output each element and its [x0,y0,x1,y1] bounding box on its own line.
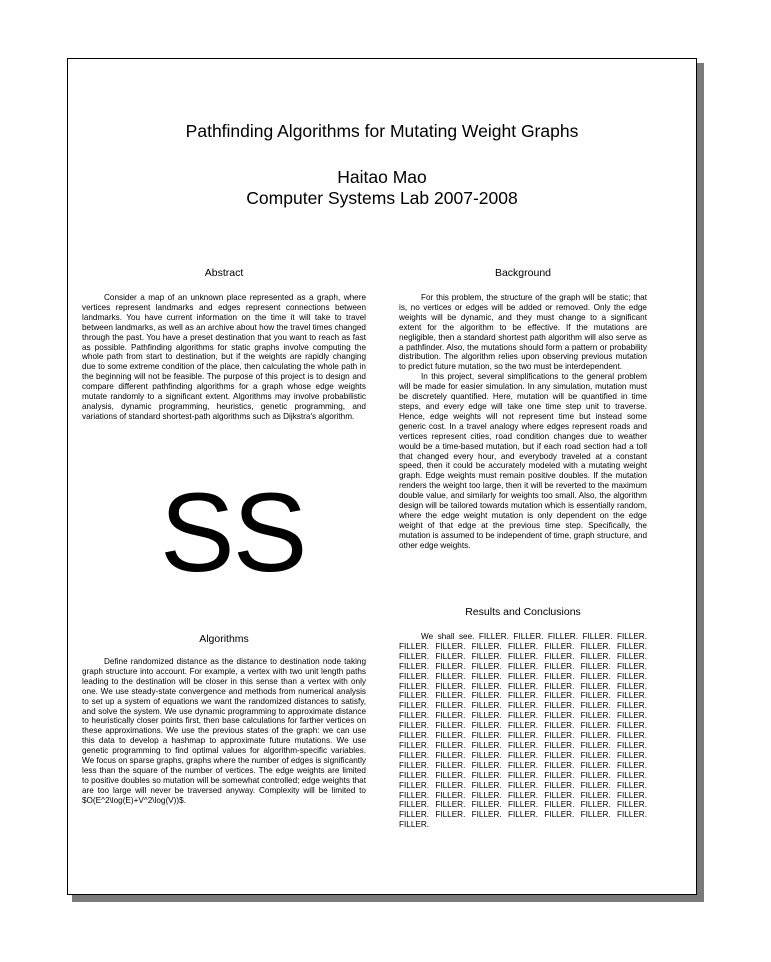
algorithms-paragraph: Define randomized distance as the distance to destination node taking graph structure into account. For example, a vertex with two unit length paths leading to the destination will be closer in this sense than a vertex with only one. We use steady-state convergence and methods from numerical analysis to set up a system of equations we want the randomized distances to satisfy, and solve the system. We use dynamic programming to approximate distance to heuristically closer points first, then base calculations for farther vertices on these approximations. We use the previous states of the graph: we can use this data to develop a hashmap to approximate future mutations. We use genetic programming to find optimal values for algorithm-specific variables. We focus on sparse graphs, graphs where the number of edges is significantly less than the square of the number of vertices. The edge weights are limited to positive doubles so mutation will be somewhat controlled; edge weights that are too large will never be traversed anyway. Complexity will be limited to $O(E^2\log(E)+V^2\log(V))$. [82,657,366,805]
abstract-heading: Abstract [204,267,244,279]
algorithms-heading: Algorithms [199,633,249,645]
abstract-body [82,293,366,422]
background-paragraph-1: For this problem, the structure of the graph will be static; that is, no vertices or edges will be added or removed. Only the edge weights will be dynamic, and they must change to a significant extent for the algorithm to be effective. If the mutations are negligible, then a standard shortest path algorithm will also serve as a pathfinder. Also, the mutations should form a pattern or probability distribution. The algorithm relies upon observing previous mutation to predict future mutation, so the two must be interdependent. [399,293,647,372]
poster-title: Pathfinding Algorithms for Mutating Weight Graphs [185,121,579,141]
background-heading: Background [494,267,552,279]
algorithms-body [82,657,366,806]
poster-page [67,58,697,895]
background-paragraph-2: In this project, several simplifications to the general problem will be made for easier simulation. In any simulation, mutation must be discretely quantified. Here, mutation will be quantified in time steps, and every edge will take one time step unit to traverse. Hence, edge weights will not represent time but instead some generic cost. In a travel analogy where edges represent roads and vertices represent cities, road condition changes due to weather would be a time-based mutation, but if each road section had a toll that changed every hour, and everybody traveled at a constant speed, then it could be accurately modeled with a mutating weight graph. Edge weights must remain positive doubles. If the mutation renders the weight too large, then it will be reverted to the maximum double value, and similarly for weights too small. Also, the algorithm design will be tailored towards mutation which is essentially random, where the edge weight mutation is only dependent on the edge weight of that edge at the previous time step. Specifically, the mutation is assumed to be independent of time, graph structure, and other edge weights. [399,372,647,550]
logo-mark: SS [160,470,306,595]
results-paragraph: We shall see. FILLER. FILLER. FILLER. FILLER. FILLER. FILLER. FILLER. FILLER. FILLER. FILLER. FILLER. FILLER. FILLER. FILLER. FILLER. FILLER. FILLER. FILLER. FILLER. FILLER. FILLER. FILLER. FILLER. FILLER. FILLER. FILLER. FILLER. FILLER. FILLER. FILLER. FILLER. FILLER. FILLER. FILLER. FILLER. FILLER. FILLER. FILLER. FILLER. FILLER. FILLER. FILLER. FILLER. FILLER. FILLER. FILLER. FILLER. FILLER. FILLER. FILLER. FILLER. FILLER. FILLER. FILLER. FILLER. FILLER. FILLER. FILLER. FILLER. FILLER. FILLER. FILLER. FILLER. FILLER. FILLER. FILLER. FILLER. FILLER. FILLER. FILLER. FILLER. FILLER. FILLER. FILLER. FILLER. FILLER. FILLER. FILLER. FILLER. FILLER. FILLER. FILLER. FILLER. FILLER. FILLER. FILLER. FILLER. FILLER. FILLER. FILLER. FILLER. FILLER. FILLER. FILLER. FILLER. FILLER. FILLER. FILLER. FILLER. FILLER. FILLER. FILLER. FILLER. FILLER. FILLER. FILLER. FILLER. FILLER. FILLER. FILLER. FILLER. FILLER. FILLER. FILLER. FILLER. FILLER. FILLER. FILLER. FILLER. FILLER. FILLER. FILLER. FILLER. FILLER. FILLER. FILLER. FILLER. FILLER. FILLER. FILLER. FILLER. FILLER. [399,632,647,830]
results-heading: Results and Conclusions [465,606,581,618]
results-body [399,632,647,830]
poster-lab: Computer Systems Lab 2007-2008 [246,188,518,208]
abstract-paragraph: Consider a map of an unknown place represented as a graph, where vertices represent landmarks and edges represent connections between landmarks. You have current information on the time it will take to travel between landmarks, as well as an archive about how the travel times changed through the past. You have a preset destination that you want to reach as fast as possible. Pathfinding algorithms for static graphs involve computing the whole path from start to destination, but if the weights are rapidly changing due to some extreme condition of the place, then calculating the whole path in the beginning will not be feasible. The purpose of this project is to design and compare different pathfinding algorithms for a graph whose edge weights mutate randomly to a significant extent. Algorithms may involve probabilistic analysis, dynamic programming, heuristics, genetic programming, and variations of standard shortest-path algorithms such as Dijkstra's algorithm. [82,293,366,421]
background-body [399,293,647,551]
poster-author: Haitao Mao [337,167,427,187]
